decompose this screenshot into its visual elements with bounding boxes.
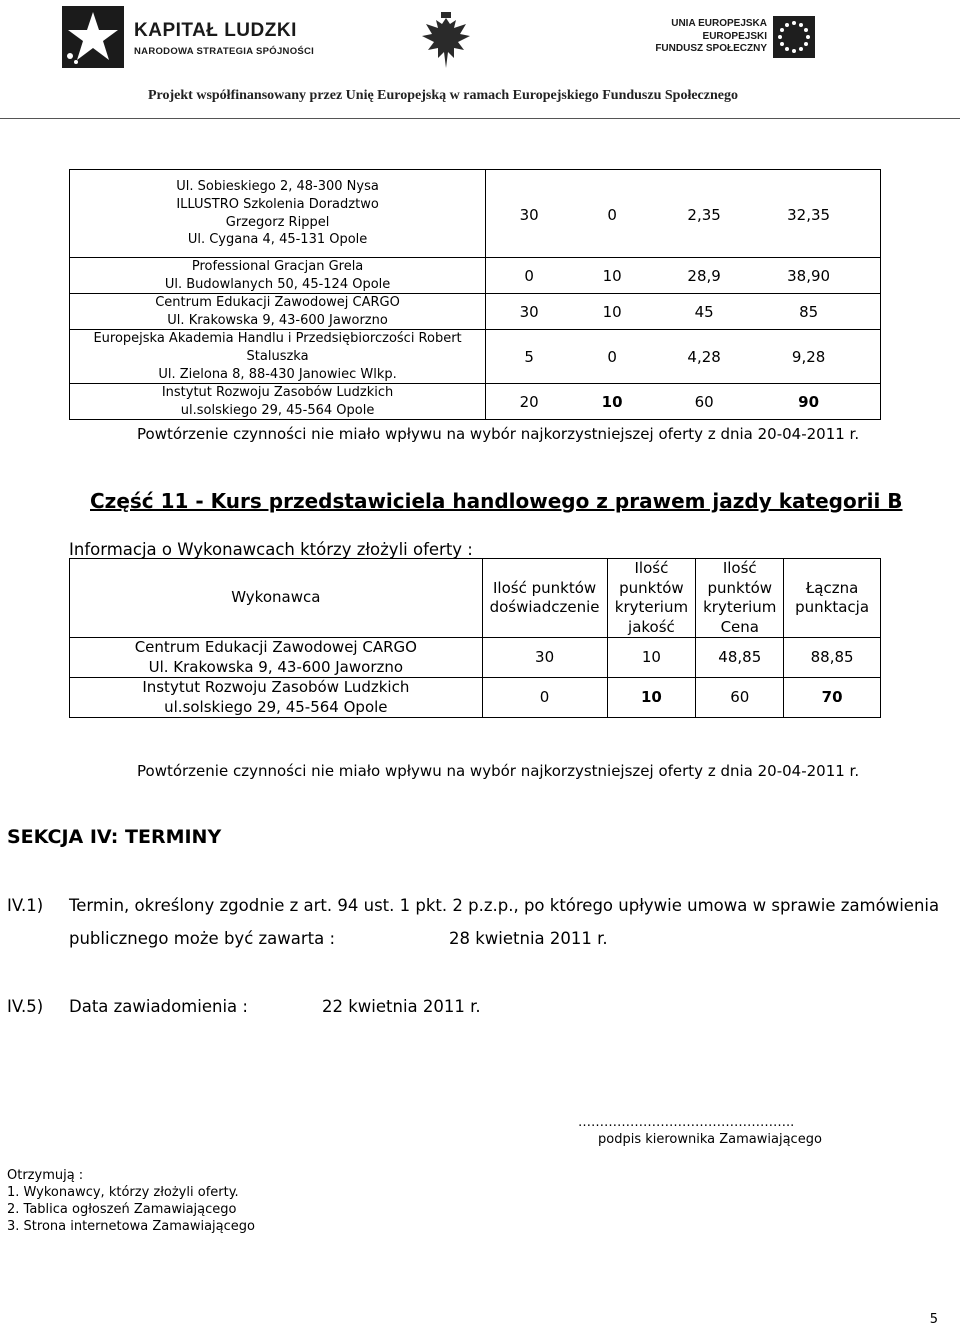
eu-line-3: FUNDUSZ SPOŁECZNY [655, 43, 767, 54]
contractor-line: Centrum Edukacji Zawodowej CARGO [155, 295, 400, 311]
iv1-text-continued: publicznego może być zawarta : [69, 929, 336, 948]
contractor-cell [70, 678, 483, 718]
contractor-line: Europejska Akademia Handlu i Przedsiębiorczości Robert [93, 331, 462, 347]
score-total: 85 [799, 302, 819, 321]
part-11-title: Część 11 - Kurs przedstawiciela handlowego z prawem jazdy kategorii B [90, 489, 903, 513]
results-table-part-11 [69, 558, 881, 718]
score-price: 28,9 [687, 266, 721, 285]
recipient-item: 2. Tablica ogłoszeń Zamawiającego [7, 1202, 237, 1217]
score-total: 70 [784, 678, 881, 718]
score-quality: 10 [607, 638, 696, 678]
eu-line-2: EUROPEJSKI [702, 31, 767, 42]
polish-eagle-icon [420, 12, 472, 74]
contractor-line: ILLUSTRO Szkolenia Doradztwo [176, 196, 379, 212]
contractor-line: Ul. Krakowska 9, 43-600 Jaworzno [148, 657, 404, 676]
scores-cell [486, 170, 881, 258]
logo-title: KAPITAŁ LUDZKI [134, 20, 297, 41]
score-price: 60 [694, 392, 714, 411]
score-total: 32,35 [787, 205, 831, 224]
score-experience: 30 [482, 638, 607, 678]
scores-cell [486, 330, 881, 384]
contractor-cell [70, 384, 486, 420]
eu-logo [645, 16, 815, 66]
score-price: 48,85 [696, 638, 784, 678]
contractor-line: Professional Gracjan Grela [191, 259, 364, 274]
iv1-text: Termin, określony zgodnie z art. 94 ust. 1 pkt. 2 p.z.p., po którego upływie umowa w sprawie zamówienia [69, 896, 940, 915]
score-experience: 5 [524, 347, 534, 366]
section-iv-title: SEKCJA IV: TERMINY [7, 826, 222, 848]
score-price: 45 [694, 302, 714, 321]
score-quality: 0 [607, 205, 617, 224]
contractor-line: Staluszka [246, 348, 309, 364]
score-experience: 30 [519, 302, 539, 321]
score-experience: 0 [524, 266, 534, 285]
logo-subtitle: NARODOWA STRATEGIA SPÓJNOŚCI [134, 46, 315, 57]
table-row [70, 384, 881, 420]
contractor-line: Ul. Krakowska 9, 43-600 Jaworzno [167, 312, 388, 328]
iv1-date: 28 kwietnia 2011 r. [449, 929, 608, 948]
note-repeat-action-1: Powtórzenie czynności nie miało wpływu na wybór najkorzystniejszej oferty z dnia 20-04-2011 r. [137, 425, 860, 443]
table-header-row [70, 559, 881, 638]
header-quality: Ilość punktów kryterium jakość [607, 559, 696, 638]
header-contractor: Wykonawca [70, 559, 483, 638]
contractor-line: ul.solskiego 29, 45-564 Opole [164, 697, 388, 716]
eu-line-1: UNIA EUROPEJSKA [671, 18, 767, 29]
contractor-line: Instytut Rozwoju Zasobów Ludzkich [161, 385, 394, 401]
note-repeat-action-2: Powtórzenie czynności nie miało wpływu na wybór najkorzystniejszej oferty z dnia 20-04-2011 r. [137, 762, 860, 780]
eu-flag-icon [773, 16, 815, 58]
page-number: 5 [929, 1312, 938, 1327]
score-total: 88,85 [784, 638, 881, 678]
iv5-date: 22 kwietnia 2011 r. [322, 997, 481, 1016]
project-cofinancing-line: Projekt współfinansowany przez Unię Europejską w ramach Europejskiego Funduszu Społecznego [148, 88, 738, 103]
recipients-label: Otrzymują : [7, 1168, 84, 1183]
recipient-item: 3. Strona internetowa Zamawiającego [7, 1219, 255, 1234]
star-logo-icon [62, 6, 124, 68]
table-row [70, 294, 881, 330]
contractor-cell [70, 170, 486, 258]
scores-cell [486, 384, 881, 420]
scores-cell [486, 258, 881, 294]
score-experience: 20 [519, 392, 539, 411]
table-row [70, 258, 881, 294]
header-total: Łączna punktacja [784, 559, 881, 638]
contractor-cell [70, 258, 486, 294]
iv1-label: IV.1) [7, 896, 44, 915]
score-quality: 0 [607, 347, 617, 366]
score-experience: 0 [482, 678, 607, 718]
score-quality: 10 [607, 678, 696, 718]
score-price: 2,35 [687, 205, 721, 224]
score-quality: 10 [602, 266, 622, 285]
contractor-cell [70, 638, 483, 678]
score-price: 4,28 [687, 347, 721, 366]
contractor-line: Centrum Edukacji Zawodowej CARGO [134, 638, 417, 656]
table-row [70, 330, 881, 384]
kapital-ludzki-logo [62, 6, 322, 72]
contractor-line: ul.solskiego 29, 45-564 Opole [180, 402, 375, 418]
table-row [70, 638, 881, 678]
header-divider [0, 118, 960, 119]
score-experience: 30 [519, 205, 539, 224]
signature-line: ………………………………………….. [578, 1115, 795, 1130]
contractor-cell [70, 294, 486, 330]
score-total: 38,90 [787, 266, 831, 285]
scores-cell [486, 294, 881, 330]
contractor-line: Ul. Budowlanych 50, 45-124 Opole [164, 276, 391, 292]
contractor-line: Ul. Zielona 8, 88-430 Janowiec Wlkp. [158, 366, 397, 382]
results-table-previous-part [69, 169, 881, 420]
recipient-item: 1. Wykonawcy, którzy złożyli oferty. [7, 1185, 239, 1200]
table-row [70, 678, 881, 718]
score-total: 90 [798, 392, 820, 411]
score-price: 60 [696, 678, 784, 718]
iv5-text: Data zawiadomienia : [69, 997, 248, 1016]
contractor-cell [70, 330, 486, 384]
iv5-label: IV.5) [7, 997, 44, 1016]
contractor-line: Grzegorz Rippel [225, 214, 330, 230]
contractor-line: Ul. Cygana 4, 45-131 Opole [187, 232, 368, 248]
contractor-line: Ul. Sobieskiego 2, 48-300 Nysa [176, 179, 379, 195]
signature-label: podpis kierownika Zamawiającego [598, 1132, 822, 1147]
table-row [70, 170, 881, 258]
contractor-line: Instytut Rozwoju Zasobów Ludzkich [142, 678, 410, 696]
score-quality: 10 [601, 392, 623, 411]
score-total: 9,28 [791, 347, 826, 366]
header-experience: Ilość punktów doświadczenie [482, 559, 607, 638]
score-quality: 10 [602, 302, 622, 321]
header-price: Ilość punktów kryterium Cena [696, 559, 784, 638]
info-label: Informacja o Wykonawcach którzy złożyli oferty : [69, 540, 473, 559]
